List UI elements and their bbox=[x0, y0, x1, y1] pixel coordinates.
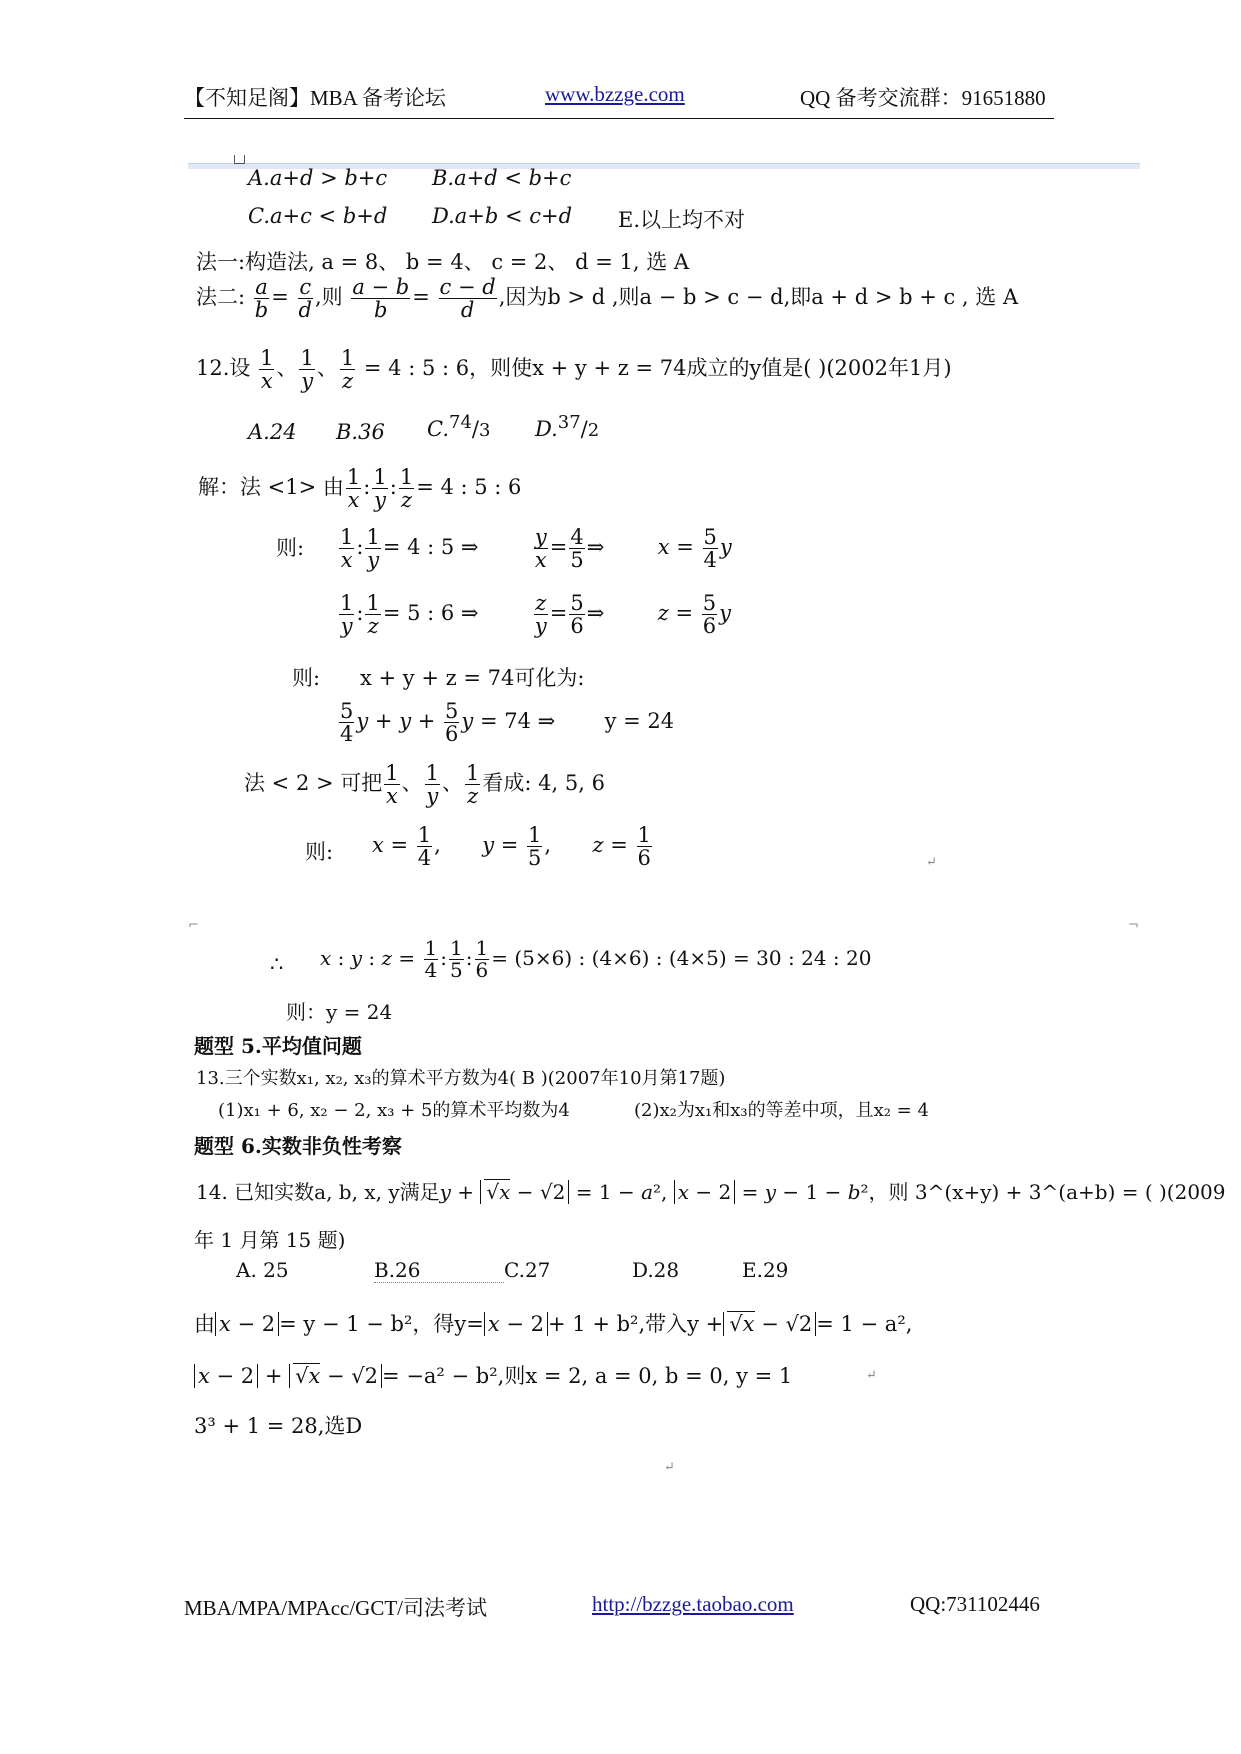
fraction: $\frac{c - d}{d}$ bbox=[439, 275, 496, 323]
question-14: 14. 已知实数a, b, x, y满足y + √x − √2 = 1 − a², x − 2 = y − 1 − b²，则 3^(x+y) + 3^(a+b) = ( )(2009 bbox=[196, 1180, 1226, 1204]
fraction: $\frac{c}{d}$ bbox=[298, 275, 312, 323]
ratio-equation: x : y : z = $\frac{1}{4}$ : $\frac{1}{5}$ : $\frac{1}{6}$ = (5×6) : (4×6) : (4×5) = 30 : 24 : 20 bbox=[320, 936, 872, 982]
q14-option-b: B.26 bbox=[374, 1258, 504, 1283]
type5-title: 题型 5.平均值问题 bbox=[194, 1034, 362, 1058]
page-corner-mark-left: ⌐ bbox=[188, 918, 199, 933]
q14-label: 14. 已知实数a, b, x, y满足 bbox=[196, 1180, 440, 1204]
method-two-conclusion: ,因为b > d ,则a − b > c − d,即a + d > b + c , 选 A bbox=[498, 285, 1019, 310]
header-left: 【不知足阁】MBA 备考论坛 bbox=[184, 86, 446, 110]
sol14-line2-text: = −a² − b²,则x = 2, a = 0, b = 0, y = 1 bbox=[382, 1364, 793, 1388]
y-result: y = 24 bbox=[604, 709, 675, 734]
return-mark: ↵ bbox=[866, 1368, 877, 1383]
then-label-3: 则: bbox=[305, 840, 334, 864]
sol14-a: 由 bbox=[194, 1312, 215, 1336]
footer-link[interactable]: http://bzzge.taobao.com bbox=[592, 1592, 794, 1616]
q12-label: 12.设 bbox=[196, 356, 251, 381]
q14-line-2: 年 1 月第 15 题) bbox=[194, 1228, 346, 1252]
sol14-line-1: 由 x − 2 = y − 1 − b²，得y= x − 2 + 1 + b²,带入y + √x − √2 = 1 − a², bbox=[194, 1312, 913, 1336]
equation-row-1: $\frac{1}{x}$ : $\frac{1}{y}$ = 4 : 5 ⇒ $\frac{y}{x}$ = $\frac{4}{5}$ ⇒ x = $\frac{5}{4}$ y bbox=[340, 525, 732, 573]
header-rule bbox=[184, 118, 1054, 119]
q12-text: = 4 : 5 : 6，则使x + y + z = 74成立的y值是( )(2002年1月) bbox=[363, 356, 952, 381]
q14-text: ，则 3^(x+y) + 3^(a+b) = ( )(2009 bbox=[868, 1180, 1226, 1204]
method-two-label: 法二: bbox=[196, 285, 246, 310]
sol14-c: + 1 + b²,带入y + bbox=[548, 1312, 724, 1336]
sol14-b: = y − 1 − b²，得y= bbox=[279, 1312, 484, 1336]
q12-option-c: C.74/3 bbox=[427, 412, 491, 441]
then-label-2: 则: bbox=[292, 666, 321, 690]
option-d: D.a+b < c+d bbox=[432, 204, 573, 228]
fraction: $\frac{a - b}{b}$ bbox=[352, 275, 410, 323]
ratio-result: = (5×6) : (4×6) : (4×5) = 30 : 24 : 20 bbox=[491, 946, 872, 970]
option-e: E.以上均不对 bbox=[618, 208, 746, 232]
ratio-text: = 4 : 5 : 6 bbox=[416, 475, 522, 500]
therefore-symbol: ∴ bbox=[270, 952, 284, 976]
q14-option-a: A. 25 bbox=[236, 1258, 289, 1282]
method-2-line: 法 < 2 > 可把 $\frac{1}{x}$ 、 $\frac{1}{y}$ 、 $\frac{1}{z}$ 看成: 4, 5, 6 bbox=[244, 761, 605, 809]
type6-title: 题型 6.实数非负性考察 bbox=[194, 1134, 402, 1158]
equation-row-4: x = $\frac{1}{4}$ , y = $\frac{1}{5}$ , z = $\frac{1}{6}$ bbox=[372, 823, 651, 871]
option-c: C.a+c < b+d bbox=[248, 204, 388, 228]
sol14-line-3: 3³ + 1 = 28,选D bbox=[194, 1414, 363, 1438]
option-a: A.a+d > b+c bbox=[248, 166, 388, 190]
then-y24: 则：y = 24 bbox=[286, 1000, 393, 1024]
q13-condition-2: (2)x₂为x₁和x₃的等差中项，且x₂ = 4 bbox=[634, 1100, 929, 1121]
q12-option-d: D.37/2 bbox=[535, 412, 600, 441]
q14-option-c: C.27 bbox=[504, 1258, 551, 1282]
method-2-label: 法 < 2 > 可把 bbox=[244, 771, 383, 796]
q14-option-d: D.28 bbox=[632, 1258, 680, 1282]
footer-left: MBA/MPA/MPAcc/GCT/司法考试 bbox=[184, 1596, 488, 1620]
q12-option-b: B.36 bbox=[336, 420, 385, 444]
sum-line: x + y + z = 74可化为: bbox=[360, 666, 585, 690]
sol14-line-2: x − 2 + √x − √2 = −a² − b²,则x = 2, a = 0, b = 0, y = 1 bbox=[194, 1360, 792, 1390]
method-one: 法一:构造法, a = 8、 b = 4、 c = 2、 d = 1, 选 A bbox=[196, 250, 690, 274]
equation-row-3: $\frac{5}{4}$ y + y + $\frac{5}{6}$ y = 74 ⇒ y = 24 bbox=[340, 699, 675, 747]
header-right: QQ 备考交流群：91651880 bbox=[800, 86, 1046, 110]
method-two: 法二: $\frac{a}{b}$ = $\frac{c}{d}$ ,则 $\frac{a - b}{b}$ = $\frac{c - d}{d}$ ,因为b > d ,则a − b > c − d,即a + d > b + c , 选 A bbox=[196, 275, 1019, 323]
method-2-suffix: 看成: 4, 5, 6 bbox=[482, 771, 605, 796]
return-mark: ↵ bbox=[926, 855, 937, 870]
q14-option-e: E.29 bbox=[742, 1258, 789, 1282]
option-b: B.a+d < b+c bbox=[432, 166, 572, 190]
q13-condition-1: (1)x₁ + 6, x₂ − 2, x₃ + 5的算术平均数为4 bbox=[218, 1100, 570, 1121]
fraction: $\frac{a}{b}$ bbox=[254, 275, 269, 323]
then-label: 则: bbox=[276, 536, 305, 560]
solution-line: 解：法 <1> 由 $\frac{1}{x}$ : $\frac{1}{y}$ : $\frac{1}{z}$ = 4 : 5 : 6 bbox=[198, 465, 522, 513]
solution-label: 解：法 <1> 由 bbox=[198, 475, 344, 500]
header-link[interactable]: www.bzzge.com bbox=[545, 82, 685, 106]
q13-text: 13.三个实数x₁, x₂, x₃的算术平方数为4( B )(2007年10月第17题) bbox=[196, 1068, 726, 1089]
question-12: 12.设 $\frac{1}{x}$ 、 $\frac{1}{y}$ 、 $\frac{1}{z}$ = 4 : 5 : 6，则使x + y + z = 74成立的y值是( )(2002年1月) bbox=[196, 346, 952, 394]
return-mark: ↵ bbox=[664, 1460, 675, 1475]
q12-option-a: A.24 bbox=[248, 420, 297, 444]
corner-mark bbox=[234, 155, 245, 164]
sol14-d: = 1 − a², bbox=[816, 1312, 913, 1336]
equation-row-2: $\frac{1}{y}$ : $\frac{1}{z}$ = 5 : 6 ⇒ $\frac{z}{y}$ = $\frac{5}{6}$ ⇒ z = $\frac{5}{6}$ y bbox=[340, 591, 731, 639]
page-corner-mark-right: ¬ bbox=[1128, 918, 1139, 933]
footer-right: QQ:731102446 bbox=[910, 1592, 1040, 1616]
